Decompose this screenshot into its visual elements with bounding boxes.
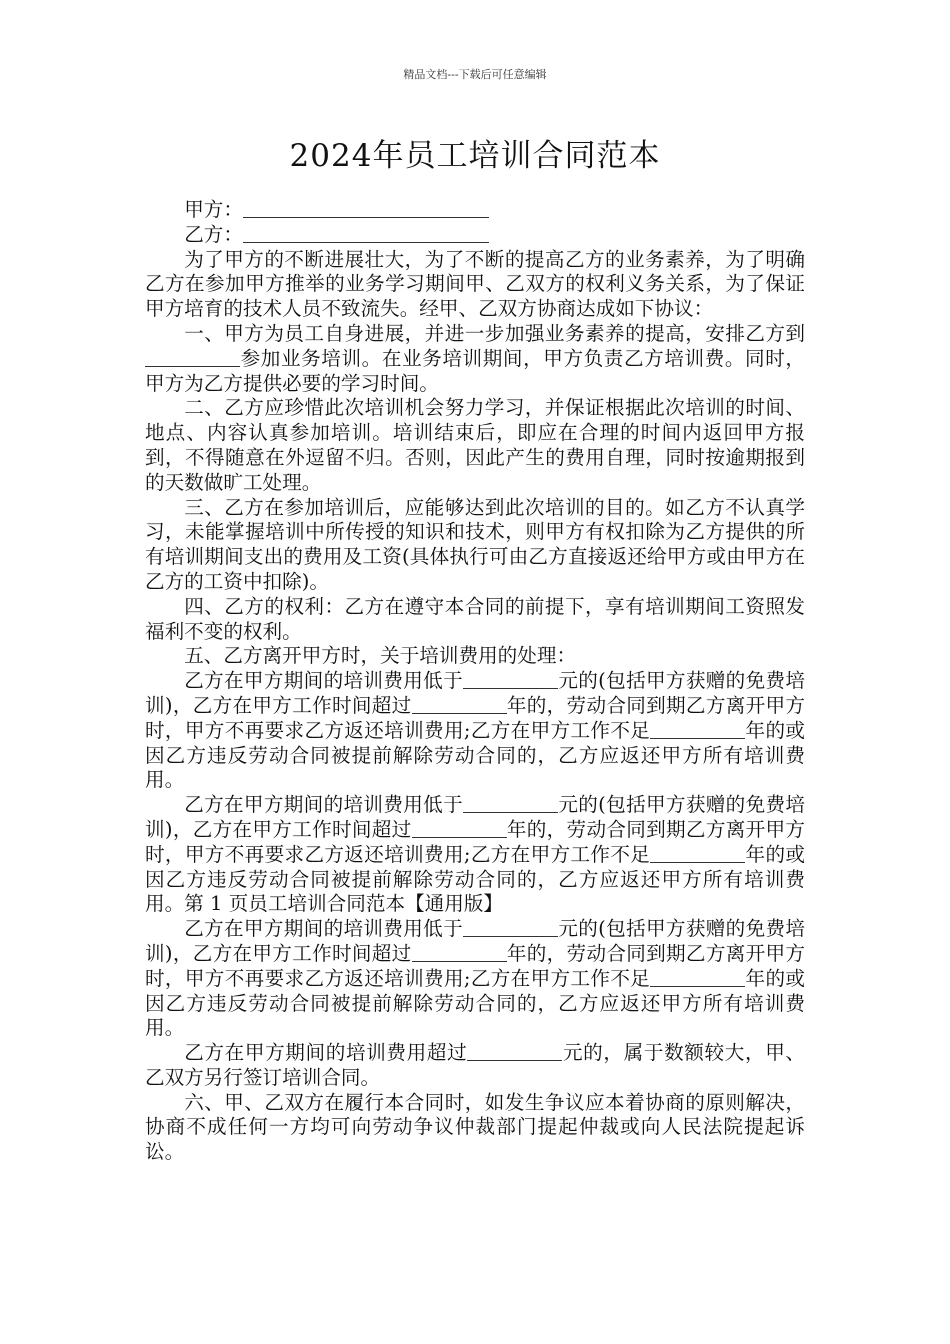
clause-6: 六、甲、乙双方在履行本合同时，如发生争议应本着协商的原则解决，协商不成任何一方均可向劳动争议仲裁部门提起仲裁或向人民法院提起诉讼。 [145,1090,805,1164]
blank-field [650,968,745,987]
clause-4: 四、乙方的权利：乙方在遵守本合同的前提下，享有培训期间工资照发福利不变的权利。 [145,594,805,643]
clause-5: 五、乙方离开甲方时，关于培训费用的处理： [184,644,577,668]
blank-field [463,670,558,689]
page-title: 2024年员工培训合同范本 [289,138,661,174]
blank-field [145,348,240,367]
blank-field [463,794,558,813]
document-body [145,198,805,1165]
party-b-label: 乙方： [184,222,243,246]
clause-3: 三、乙方在参加培训后，应能够达到此次培训的目的。如乙方不认真学习，未能掌握培训中所传授的知识和技术，则甲方有权扣除为乙方提供的所有培训期间支出的费用及工资(具体执行可由乙方直接返还给甲方或由甲方在乙方的工资中扣除)。 [145,495,805,593]
party-a-line [145,198,805,223]
blank-field [463,918,558,937]
party-a-blank [243,199,489,218]
sub-clause-4: 乙方在甲方期间的培训费用超过 元的，属于数额较大，甲、乙双方另行签订培训合同。 [145,1041,806,1089]
intro-paragraph: 为了甲方的不断进展壮大，为了不断的提高乙方的业务素养，为了明确乙方在参加甲方推举的业务学习期间甲、乙双方的权利义务关系，为了保证甲方培育的技术人员不致流失。经甲、乙双方协商达成如下协议： [145,247,805,321]
sub-clause-3: 乙方在甲方期间的培训费用低于 元的(包括甲方获赠的免费培训)，乙方在甲方工作时间超过 年的，劳动合同到期乙方离开甲方时，甲方不再要求乙方返还培训费用;乙方在甲方工作不足 年的或因乙方违反劳动合同被提前解除劳动合同的，乙方应返还甲方所有培训费用。 [145,917,805,1040]
clause-2: 二、乙方应珍惜此次培训机会努力学习，并保证根据此次培训的时间、地点、内容认真参加培训。培训结束后，即应在合理的时间内返回甲方报到，不得随意在外逗留不归。否则，因此产生的费用自理，同时按逾期报到的天数做旷工处理。 [145,396,805,494]
sub-clause-2: 乙方在甲方期间的培训费用低于 元的(包括甲方获赠的免费培训)，乙方在甲方工作时间超过 年的，劳动合同到期乙方离开甲方时，甲方不再要求乙方返还培训费用;乙方在甲方工作不足 年的或因乙方违反劳动合同被提前解除劳动合同的，乙方应返还甲方所有培训费用。第 1 页员工培训合同范本【通用版】 [145,793,805,916]
clause-1: 一、甲方为员工自身进展，并进一步加强业务素养的提高，安排乙方到参加业务培训。在业务培训期间，甲方负责乙方培训费。同时，甲方为乙方提供必要的学习时间。 [145,321,805,395]
party-b-blank [243,224,489,243]
blank-field [650,720,745,739]
sub-clause-1: 乙方在甲方期间的培训费用低于 元的(包括甲方获赠的免费培训)，乙方在甲方工作时间超过 年的，劳动合同到期乙方离开甲方时，甲方不再要求乙方返还培训费用;乙方在甲方工作不足 年的或因乙方违反劳动合同被提前解除劳动合同的，乙方应返还甲方所有培训费用。 [145,669,805,792]
party-b-line [145,223,805,248]
page-header: 精品文档---下载后可任意编辑 [403,68,547,81]
party-a-label: 甲方： [184,198,243,221]
blank-field [467,1042,562,1061]
blank-field [412,819,507,838]
blank-field [412,943,507,962]
blank-field [650,844,745,863]
blank-field [412,695,507,714]
